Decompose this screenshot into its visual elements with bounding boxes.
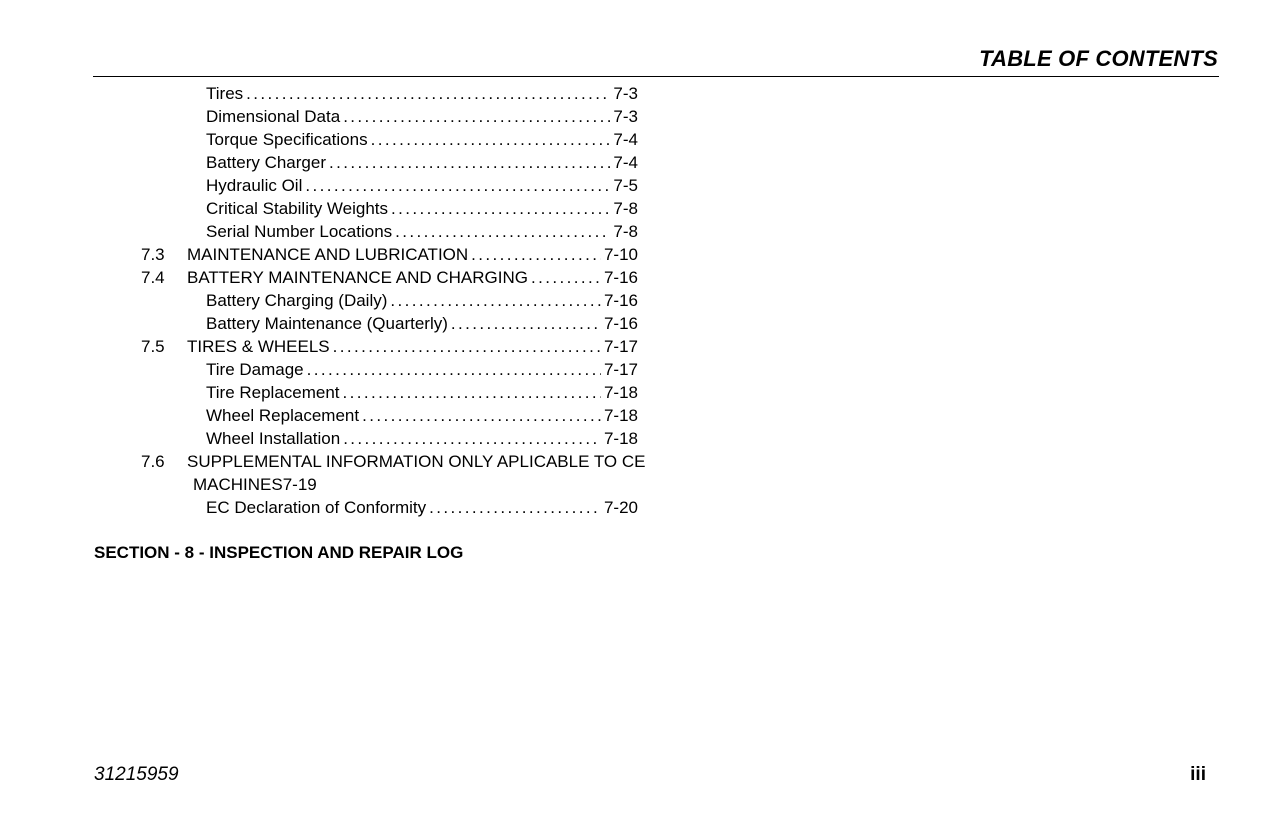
toc-entry-title: Tire Replacement [206,383,340,402]
toc-row [0,128,700,151]
toc-row [0,174,700,197]
toc-entry-page: 7-16 [603,314,638,333]
toc-row [0,473,700,496]
toc-section-number: 7.3 [141,245,165,264]
header-divider [93,76,1219,77]
toc-subsection-link[interactable] [206,197,638,220]
toc-row [0,427,700,450]
toc-entry-page: 7-17 [603,360,638,379]
toc-row [0,381,700,404]
toc-subsection-link[interactable] [206,381,638,404]
toc-row [0,266,700,289]
toc-row [0,358,700,381]
toc-row [0,289,700,312]
toc-entry-title: MAINTENANCE AND LUBRICATION [187,245,469,264]
toc-entry-title: TIRES & WHEELS [187,337,330,356]
toc-supplemental-title-line2[interactable]: MACHINES7-19 [193,475,317,494]
toc-subsection-link[interactable] [206,128,638,151]
toc-entry-title: Battery Charging (Daily) [206,291,388,310]
page-header-title: TABLE OF CONTENTS [979,46,1218,71]
toc-entry-title: Dimensional Data [206,107,341,126]
toc-entry-page: 7-18 [603,406,638,425]
document-number: 31215959 [94,764,179,785]
toc-dot-leader [395,220,610,243]
toc-dot-leader [390,289,601,312]
toc-subsection-link[interactable] [206,427,638,450]
toc-dot-leader [451,312,601,335]
toc-entry-title: Torque Specifications [206,130,368,149]
toc-dot-leader [362,404,601,427]
toc-section-number: 7.5 [141,337,165,356]
toc-entry-page: 7-3 [613,107,638,126]
toc-dot-leader [246,82,610,105]
toc-row [0,151,700,174]
toc-entry-title: Wheel Replacement [206,406,360,425]
toc-entry-title: BATTERY MAINTENANCE AND CHARGING [187,268,528,287]
toc-dot-leader [471,243,601,266]
toc-row [0,496,700,519]
toc-section-link[interactable] [187,335,638,358]
toc-dot-leader [305,174,610,197]
toc-row [0,105,700,128]
toc-row [0,243,700,266]
toc-subsection-link[interactable] [206,312,638,335]
toc-entry-page: 7-4 [613,130,638,149]
toc-entry-page: 7-17 [603,337,638,356]
toc-entry-page: 7-18 [603,429,638,448]
toc-entry-title: Tire Damage [206,360,304,379]
toc-row [0,335,700,358]
toc-entry-title: Critical Stability Weights [206,199,389,218]
toc-dot-leader [391,197,610,220]
toc-row [0,450,700,473]
toc-entry-title: Battery Charger [206,153,326,172]
toc-entry-title: Battery Maintenance (Quarterly) [206,314,448,333]
toc-row [0,82,700,105]
toc-subsection-link[interactable] [206,82,638,105]
page-number: iii [1190,764,1206,785]
toc-dot-leader [343,105,610,128]
toc-entry-page: 7-8 [613,222,638,241]
toc-entry-page: 7-3 [613,84,638,103]
toc-entry-page: 7-16 [603,291,638,310]
toc-subsection-link[interactable] [206,289,638,312]
toc-dot-leader [371,128,611,151]
toc-row [0,220,700,243]
toc-dot-leader [307,358,601,381]
toc-subsection-link[interactable] [206,174,638,197]
toc-dot-leader [531,266,601,289]
toc-dot-leader [343,427,601,450]
toc-subsection-link[interactable] [206,105,638,128]
toc-dot-leader [333,335,601,358]
toc-subsection-link[interactable] [206,220,638,243]
toc-subsection-link[interactable] [206,358,638,381]
toc-entry-page: 7-8 [613,199,638,218]
toc-dot-leader [329,151,610,174]
toc-subsection-link[interactable] [206,151,638,174]
toc-supplemental-title-line1[interactable]: SUPPLEMENTAL INFORMATION ONLY APLICABLE TO CE [187,452,646,471]
toc-entry-page: 7-5 [613,176,638,195]
toc-section-link[interactable] [187,243,638,266]
toc-subsection-link[interactable] [206,404,638,427]
toc-row [0,404,700,427]
toc-entry-page: 7-10 [603,245,638,264]
toc-entry-title: Tires [206,84,244,103]
toc-row [0,312,700,335]
section-8-heading[interactable]: SECTION - 8 - INSPECTION AND REPAIR LOG [94,543,464,562]
toc-entry-title: Hydraulic Oil [206,176,303,195]
toc-entry-title: Serial Number Locations [206,222,393,241]
toc-entry-title: Wheel Installation [206,429,341,448]
toc-dot-leader [429,496,601,519]
toc-subsection-link[interactable] [206,496,638,519]
toc-entry-page: 7-16 [603,268,638,287]
toc-dot-leader [343,381,601,404]
toc-row [0,197,700,220]
toc-entry-page: 7-20 [603,498,638,517]
toc-entry-page: 7-4 [613,153,638,172]
toc-section-number: 7.6 [141,452,165,471]
toc-entry-page: 7-18 [603,383,638,402]
toc-section-link[interactable] [187,266,638,289]
toc-section-number: 7.4 [141,268,165,287]
toc-entry-title: EC Declaration of Conformity [206,498,427,517]
